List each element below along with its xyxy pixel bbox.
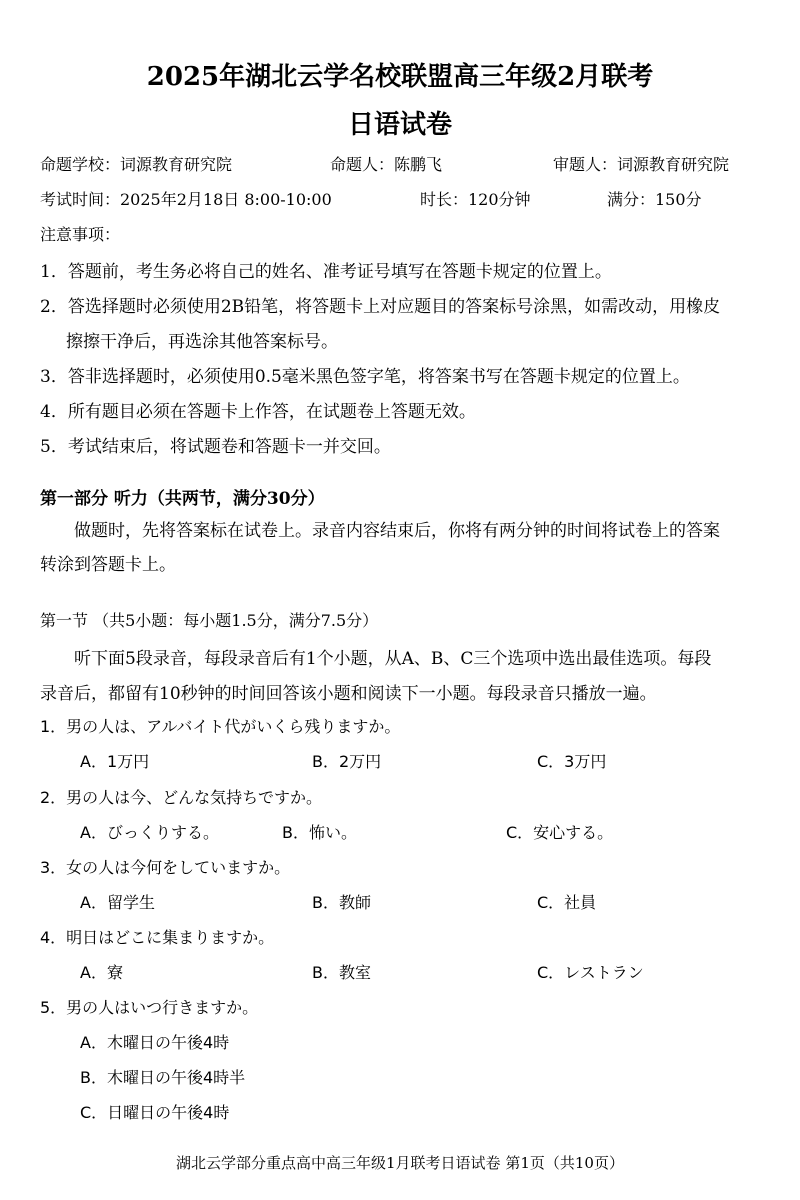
- option-b: B．怖い。: [282, 823, 357, 842]
- meta-duration: 时长：120分钟: [420, 190, 531, 209]
- option-a: A．留学生: [80, 893, 155, 912]
- option-c: C．日曜日の午後4時: [80, 1103, 230, 1122]
- section1-instruction-cont: 录音后，都留有10秒钟的时间回答该小题和阅读下一小题。每段录音只播放一遍。: [40, 684, 657, 704]
- meta-reviewer: 审题人：词源教育研究院: [553, 155, 730, 174]
- section1-heading: 第一节 （共5小题：每小题1.5分，满分7.5分）: [40, 611, 379, 630]
- question-3: 3．女の人は今何をしていますか。: [40, 858, 291, 877]
- notice-item: 4．所有题目必须在答题卡上作答，在试题卷上答题无效。: [40, 402, 476, 422]
- notice-item: 1．答题前，考生务必将自己的姓名、准考证号填写在答题卡规定的位置上。: [40, 262, 612, 282]
- option-c: C．社員: [537, 893, 597, 912]
- option-c: C．安心する。: [506, 823, 614, 842]
- exam-subtitle: 日语试卷: [347, 110, 452, 140]
- meta-setter: 命题人：陈鹏飞: [330, 155, 443, 174]
- notice-item: 5．考试结束后，将试题卷和答题卡一并交回。: [40, 437, 391, 457]
- notice-item: 3．答非选择题时，必须使用0.5毫米黑色签字笔，将答案书写在答题卡规定的位置上。: [40, 367, 690, 387]
- meta-fullscore: 满分：150分: [607, 190, 702, 209]
- option-c: C．レストラン: [537, 963, 644, 982]
- question-2: 2．男の人は今、どんな気持ちですか。: [40, 788, 323, 807]
- meta-time: 考试时间：2025年2月18日 8:00-10:00: [40, 190, 332, 209]
- notice-heading: 注意事项：: [40, 225, 121, 244]
- option-c: C．3万円: [537, 752, 607, 771]
- section1-instruction: 听下面5段录音，每段录音后有1个小题，从A、B、C三个选项中选出最佳选项。每段: [74, 649, 712, 669]
- option-a: A．寮: [80, 963, 123, 982]
- option-b: B．2万円: [312, 752, 382, 771]
- question-1: 1．男の人は、アルバイト代がいくら残りますか。: [40, 717, 401, 736]
- notice-item: 2．答选择题时必须使用2B铅笔，将答题卡上对应题目的答案标号涂黑，如需改动，用橡皮: [40, 297, 721, 317]
- option-b: B．教師: [312, 893, 371, 912]
- option-b: B．木曜日の午後4時半: [80, 1068, 246, 1087]
- question-5: 5．男の人はいつ行きますか。: [40, 998, 259, 1017]
- part1-instruction: 做题时，先将答案标在试卷上。录音内容结束后，你将有两分钟的时间将试卷上的答案: [74, 521, 720, 541]
- option-a: A．木曜日の午後4時: [80, 1033, 230, 1052]
- option-b: B．教室: [312, 963, 371, 982]
- option-a: A．1万円: [80, 752, 150, 771]
- exam-title: 2025年湖北云学名校联盟高三年级2月联考: [146, 62, 654, 92]
- part1-heading: 第一部分 听力（共两节，满分30分）: [40, 489, 325, 509]
- notice-item-continued: 擦擦干净后，再选涂其他答案标号。: [66, 332, 338, 352]
- question-4: 4．明日はどこに集まりますか。: [40, 928, 275, 947]
- meta-school: 命题学校：词源教育研究院: [40, 155, 233, 174]
- page-footer: 湖北云学部分重点高中高三年级1月联考日语试卷 第1页（共10页）: [176, 1154, 624, 1172]
- option-a: A．びっくりする。: [80, 823, 219, 842]
- part1-instruction-cont: 转涂到答题卡上。: [40, 555, 176, 575]
